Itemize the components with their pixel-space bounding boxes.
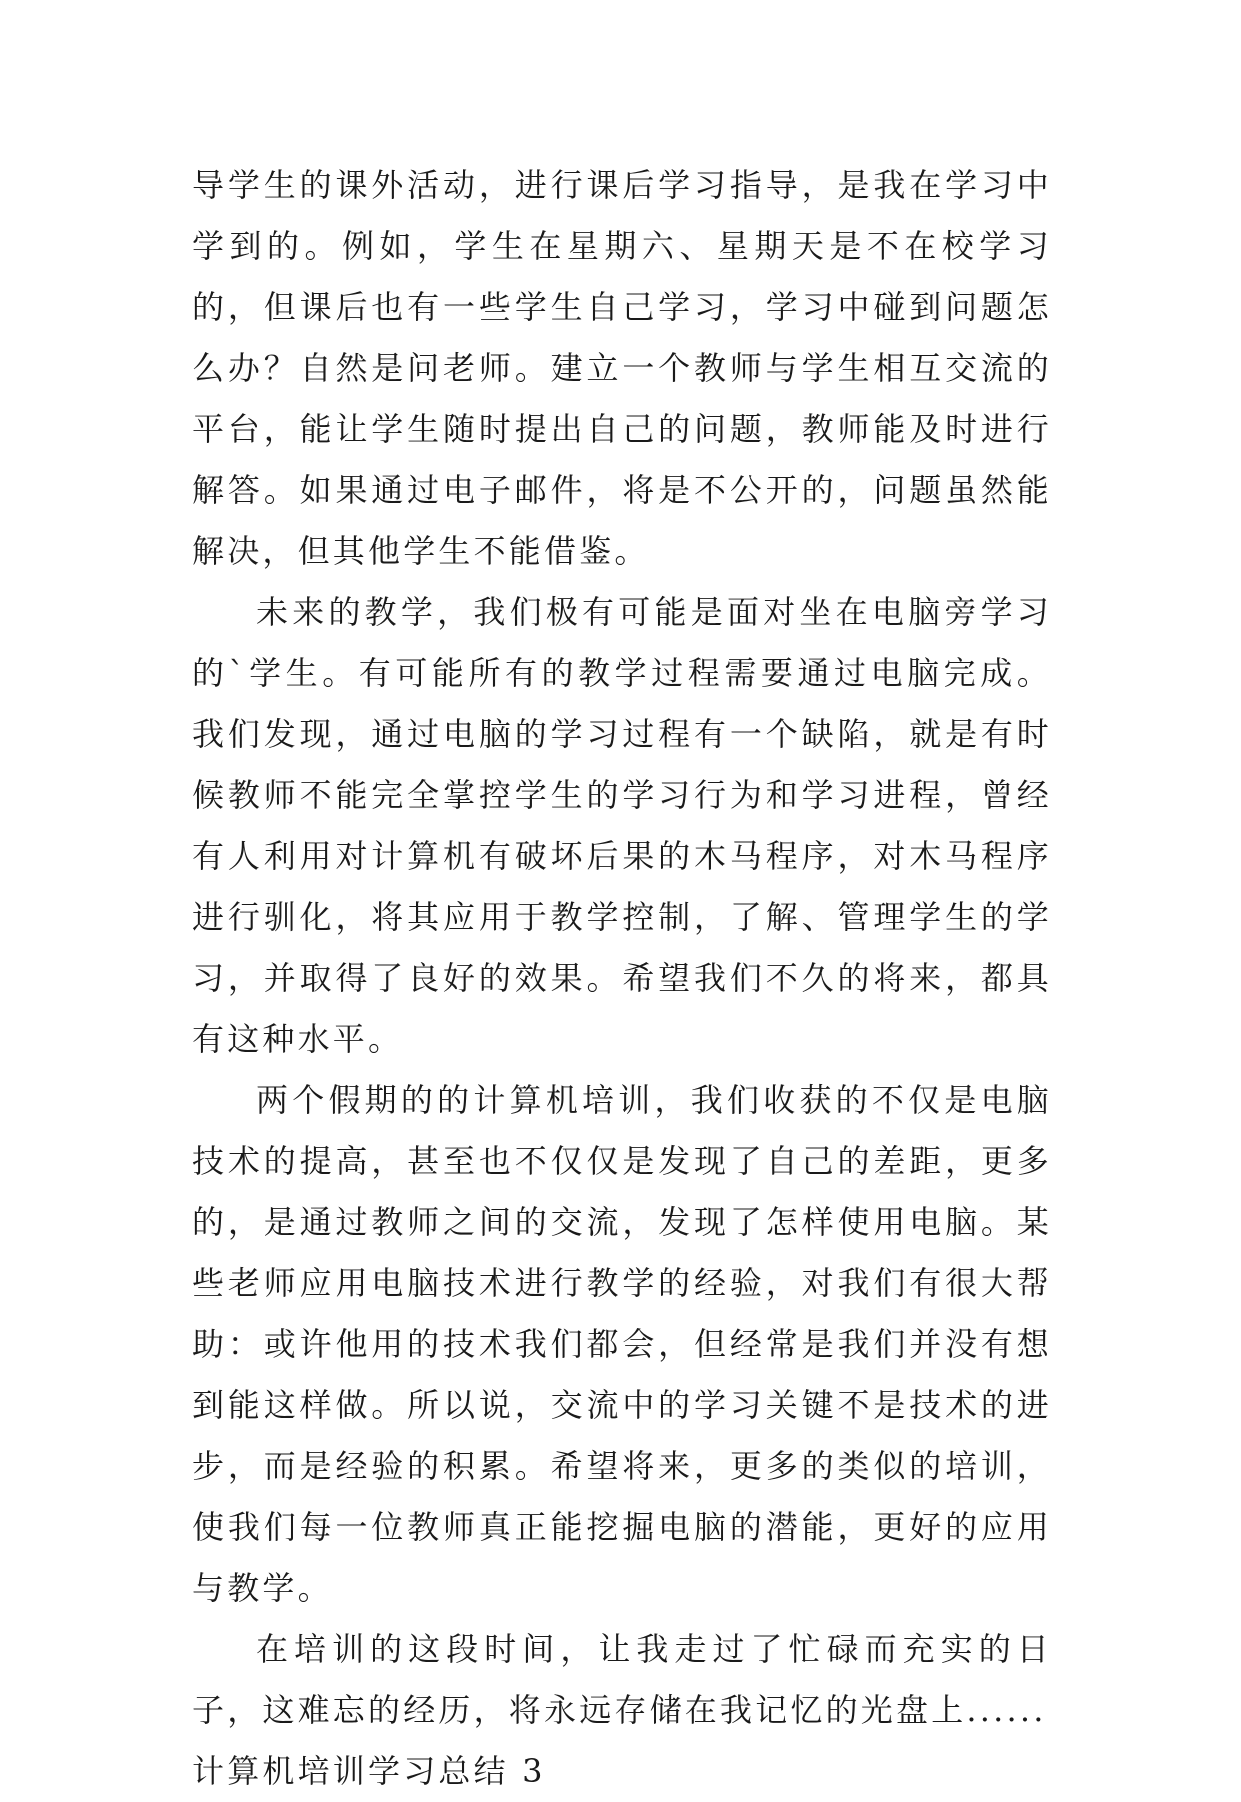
paragraph-continued: 导学生的课外活动，进行课后学习指导，是我在学习中学到的。例如，学生在星期六、星期天是不在校学习的，但课后也有一些学生自己学习，学习中碰到问题怎么办？自然是问老师。建立一个教师与学生相互交流的平台，能让学生随时提出自己的问题，教师能及时进行解答。如果通过电子邮件，将是不公开的，问题虽然能解决，但其他学生不能借鉴。 (192, 166, 1052, 570)
paragraph-future-teaching: 未来的教学，我们极有可能是面对坐在电脑旁学习的`学生。有可能所有的教学过程需要通过电脑完成。我们发现，通过电脑的学习过程有一个缺陷，就是有时候教师不能完全掌控学生的学习行为和学习进程，曾经有人利用对计算机有破坏后果的木马程序，对木马程序进行驯化，将其应用于教学控制，了解、管理学生的学习，并取得了良好的效果。希望我们不久的将来，都具有这种水平。 (192, 593, 1052, 1058)
paragraph-training-gains: 两个假期的的计算机培训，我们收获的不仅是电脑技术的提高，甚至也不仅仅是发现了自己的差距，更多的，是通过教师之间的交流，发现了怎样使用电脑。某些老师应用电脑技术进行教学的经验，对我们有很大帮助：或许他用的技术我们都会，但经常是我们并没有想到能这样做。所以说，交流中的学习关键不是技术的进步，而是经验的积累。希望将来，更多的类似的培训，使我们每一位教师真正能挖掘电脑的潜能，更好的应用与教学。 (192, 1081, 1052, 1607)
document-body (192, 155, 1052, 1802)
section-heading: 计算机培训学习总结 3 (192, 1752, 546, 1790)
paragraph-closing: 在培训的这段时间，让我走过了忙碌而充实的日子，这难忘的经历，将永远存储在我记忆的光盘上...... (192, 1630, 1052, 1729)
